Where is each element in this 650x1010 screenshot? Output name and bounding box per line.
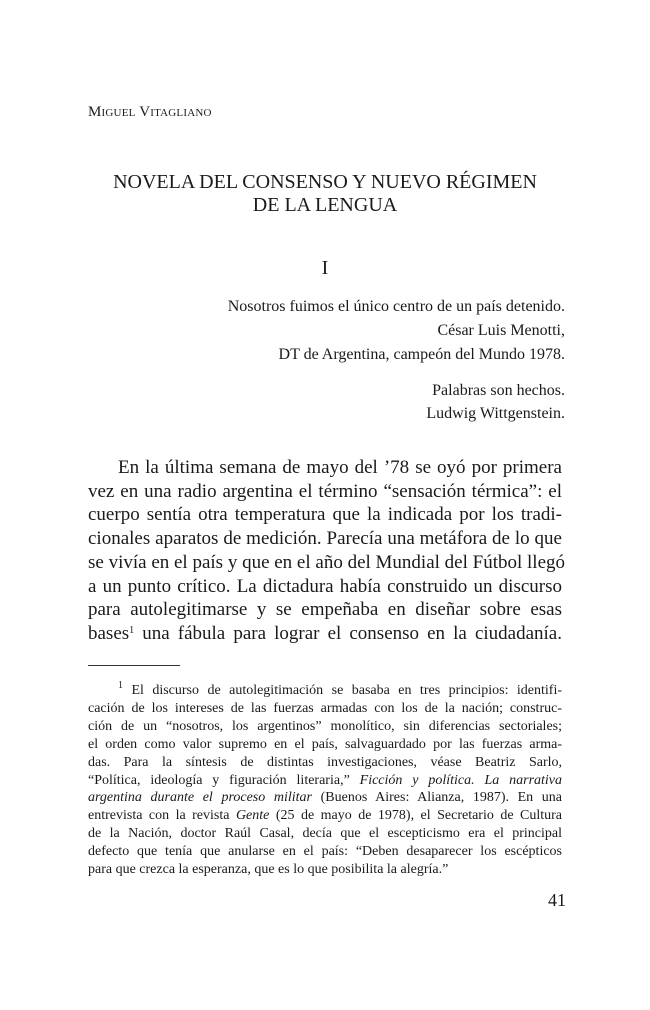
body-fragment: una fábula para lograr el consenso en la ciudadanía. bbox=[142, 622, 562, 644]
chapter-title-line-1: NOVELA DEL CONSENSO Y NUEVO RÉGIMEN bbox=[113, 171, 537, 193]
footnote-text: (Buenos Aires: Alianza, 1987). En una bbox=[320, 790, 563, 806]
body-line: cionales aparatos de medición. Parecía una metáfora de lo que bbox=[88, 528, 562, 550]
epigraph-2-author: Ludwig Wittgenstein. bbox=[426, 405, 565, 422]
body-line: En la última semana de mayo del ’78 se oyó por primera bbox=[118, 457, 562, 478]
body-line-with-footnote bbox=[88, 622, 562, 646]
footnote-line: defecto que tenía que anularse en el país: “Deben desaparecer los escépticos bbox=[88, 844, 562, 860]
footnote-line: el orden como valor supremo en el país, salvaguardado por las fuerzas arma- bbox=[88, 736, 562, 752]
page-number: 41 bbox=[548, 890, 566, 910]
footnote-marker: 1 bbox=[118, 680, 123, 691]
epigraph-1-quote: Nosotros fuimos el único centro de un país detenido. bbox=[227, 298, 565, 315]
footnote-line: para que crezca la esperanza, que es lo que posibilita la alegría.” bbox=[88, 862, 449, 878]
book-title-italic: Ficción y política. La narrativa bbox=[359, 772, 563, 788]
footnote-line bbox=[88, 682, 562, 700]
footnote-text: “Política, ideología y figuración literaria,” bbox=[88, 772, 350, 788]
body-fragment: bases bbox=[88, 622, 130, 644]
footnote-line: cación de los intereses de las fuerzas armadas con los de la nación; construc- bbox=[88, 700, 562, 716]
running-head-author: Miguel Vitagliano bbox=[88, 104, 212, 120]
body-paragraph bbox=[88, 456, 566, 646]
footnote-line bbox=[88, 772, 562, 790]
body-line: a un punto crítico. La dictadura había construido un discurso bbox=[88, 575, 562, 597]
footnote-reference[interactable]: 1 bbox=[129, 624, 135, 636]
epigraph-1-author: César Luis Menotti, bbox=[437, 322, 565, 339]
body-line: se vivía en el país y que en el año del Mundial del Fútbol llegó bbox=[88, 551, 566, 573]
footnote-line: das. Para la síntesis de distintas investigaciones, véase Beatriz Sarlo, bbox=[88, 754, 562, 770]
magazine-title-italic: Gente bbox=[235, 808, 270, 824]
chapter-title-line-2: DE LA LENGUA bbox=[252, 194, 398, 216]
book-title-italic: argentina durante el proceso militar bbox=[88, 790, 312, 806]
footnote-text: entrevista con la revista bbox=[88, 808, 230, 824]
body-line: vez en una radio argentina el término “sensación térmica”: el bbox=[88, 480, 562, 502]
epigraph-2-quote: Palabras son hechos. bbox=[432, 382, 565, 399]
body-line: para autolegitimarse y se empeñaba en diseñar sobre esas bbox=[88, 599, 562, 621]
footnote bbox=[88, 682, 562, 879]
section-numeral: I bbox=[321, 257, 329, 279]
footnote-line: ción de un “nosotros, los argentinos” monolítico, sin diferencias sectoriales; bbox=[88, 718, 562, 734]
footnote-line bbox=[88, 789, 562, 807]
footnote-line: de la Nación, doctor Raúl Casal, decía que el escepticismo era el principal bbox=[88, 826, 562, 842]
epigraph-1-attribution: DT de Argentina, campeón del Mundo 1978. bbox=[278, 346, 565, 363]
footnote-text: El discurso de autolegitimación se basaba en tres principios: identifi- bbox=[131, 683, 563, 698]
body-line: cuerpo sentía otra temperatura que la indicada por los tradi- bbox=[88, 504, 562, 526]
footnote-separator-rule bbox=[88, 665, 180, 666]
footnote-line bbox=[88, 807, 562, 825]
footnote-text: (25 de mayo de 1978), el Secretario de Cultura bbox=[275, 808, 562, 824]
